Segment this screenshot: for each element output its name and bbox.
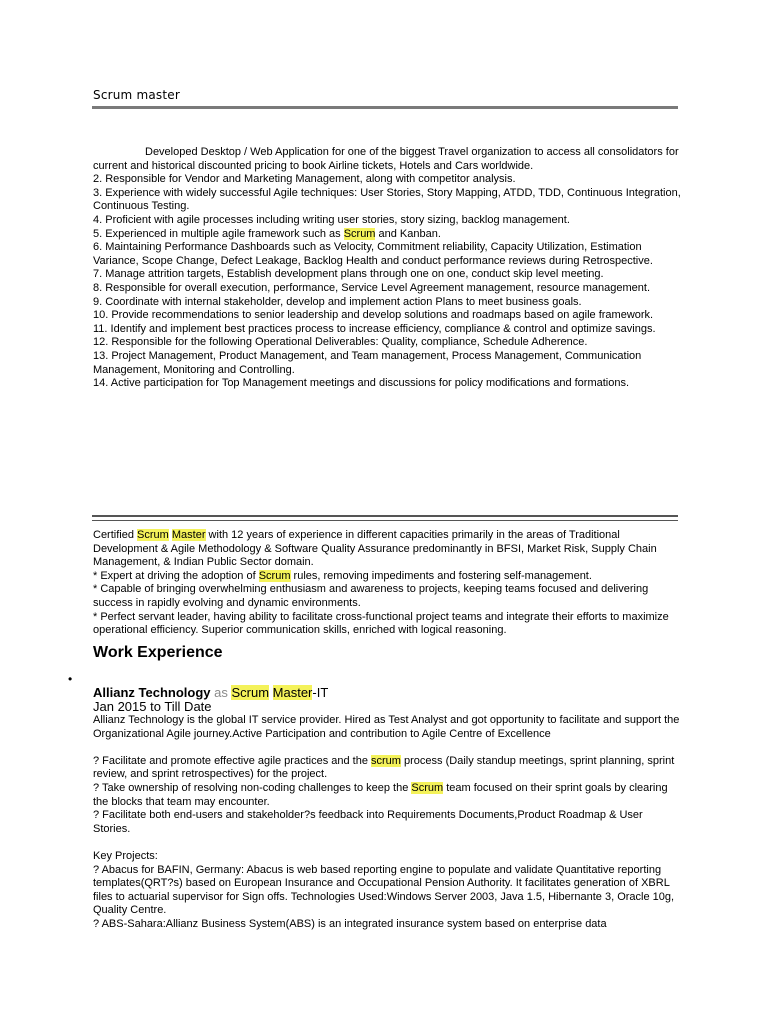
- work-experience-heading: Work Experience: [93, 644, 223, 661]
- summary-block: [93, 146, 683, 391]
- summary-item-3: 3. Experience with widely successful Agile techniques: User Stories, Story Mapping, ATDD, TDD, Continuous Integration, Continuous Testing.: [93, 186, 681, 213]
- job-details: [93, 714, 683, 932]
- profile-bullet-3: * Perfect servant leader, having ability to facilitate cross-functional project teams and integrate their efforts to maximize operational efficiency. Superior communication skills, enriched with logical reasoning.: [93, 610, 669, 637]
- summary-item-7: 7. Manage attrition targets, Establish development plans through one on one, conduct skip level meeting.: [93, 268, 604, 281]
- summary-item-14: 14. Active participation for Top Management meetings and discussions for policy modifications and formations.: [93, 377, 630, 390]
- as-word: as: [210, 685, 232, 700]
- highlight-scrum: Scrum: [137, 529, 169, 541]
- spacer: [93, 741, 683, 755]
- highlight-scrum: Scrum: [411, 781, 444, 794]
- profile-bullet-1-post: rules, removing impediments and fostering self-management.: [290, 569, 592, 582]
- highlight-scrum: scrum: [371, 754, 401, 767]
- highlight-master: Master: [171, 529, 206, 541]
- job-description: Allianz Technology is the global IT service provider. Hired as Test Analyst and got opportunity to facilitate and support the Organizational Agile journey.Active Participation and contribution to Agile Centre of Excellence: [93, 714, 680, 740]
- job-title-line: [93, 685, 328, 700]
- key-project-2: ? ABS-Sahara:Allianz Business System(ABS) is an integrated insurance system based on enterprise data: [93, 917, 607, 930]
- profile-divider: [92, 515, 678, 521]
- responsibility-2: [93, 782, 683, 809]
- summary-item-12: 12. Responsible for the following Operational Deliverables: Quality, compliance, Schedule Adherence.: [93, 336, 588, 349]
- summary-item-11: 11. Identify and implement best practices process to increase efficiency, compliance & control and optimize savings.: [93, 322, 656, 335]
- section-title: Scrum master: [93, 88, 180, 102]
- role-suffix: -IT: [312, 685, 329, 700]
- highlight-master: Master: [272, 685, 313, 700]
- highlight-scrum: Scrum: [231, 685, 270, 700]
- responsibility-1-post: process (Daily standup meetings, sprint planning, sprint review, and sprint retrospectives) for the project.: [93, 754, 675, 781]
- section-divider: [92, 106, 678, 109]
- job-date: Jan 2015 to Till Date: [93, 699, 212, 714]
- profile-bullet-1-pre: * Expert at driving the adoption of: [93, 569, 259, 582]
- summary-item-10: 10. Provide recommendations to senior leadership and develop solutions and roadmaps based on agile framework.: [93, 309, 654, 322]
- key-project-1: ? Abacus for BAFIN, Germany: Abacus is web based reporting engine to populate and validate Quantitative reporting templates(QRT?s) based on European Insurance and Occupational Pension Authority. It facilitates generation of XBRL files to actuarial supervisor for Sign offs. Technologies Used:Windows Server 2003, Java 1.5, Hibernante 3, Oracle 10g, Quality Centre.: [93, 863, 675, 917]
- profile-summary-pre: Certified: [93, 529, 138, 541]
- responsibility-2-post: team focused on their sprint goals by clearing the blocks that team may encounter.: [93, 781, 668, 808]
- highlight-scrum: Scrum: [343, 227, 376, 240]
- summary-item-13: 13. Project Management, Product Management, and Team management, Process Management, Communication Management, Monitoring and Controlling.: [93, 349, 642, 376]
- responsibility-3: ? Facilitate both end-users and stakeholder?s feedback into Requirements Documents,Product Roadmap & User Stories.: [93, 809, 643, 835]
- key-projects-label: Key Projects:: [93, 849, 158, 862]
- profile-summary: [93, 529, 683, 570]
- responsibility-2-pre: ? Take ownership of resolving non-coding challenges to keep the: [93, 781, 412, 794]
- summary-item-6: 6. Maintaining Performance Dashboards such as Velocity, Commitment reliability, Capacity Utilization, Estimation Variance, Scope Change, Defect Leakage, Backlog Health and conduct performance reviews during Retrospective.: [93, 241, 653, 267]
- highlight-scrum: Scrum: [258, 569, 291, 582]
- summary-intro: Developed Desktop / Web Application for one of the biggest Travel organization to access all consolidators for current and historical discounted pricing to book Airline tickets, Hotels and Cars worldwide.: [93, 146, 679, 172]
- profile-summary-post: with 12 years of experience in different capacities primarily in the areas of Traditional Development & Agile Methodology & Software Quality Assurance predominantly in BFSI, Market Risk, Supply Chain Management, & Indian Public Sector domain.: [93, 529, 657, 569]
- profile-bullet-2: * Capable of bringing overwhelming enthusiasm and awareness to projects, keeping teams focused and delivering success in rapidly evolving and dynamic environments.: [93, 583, 649, 609]
- summary-item-5-post: and Kanban.: [375, 227, 441, 240]
- company-name: Allianz Technology: [93, 685, 211, 700]
- profile-bullet-1: [93, 570, 683, 584]
- responsibility-1-pre: ? Facilitate and promote effective agile practices and the: [93, 754, 372, 767]
- summary-item-5: [93, 228, 683, 242]
- summary-item-2: 2. Responsible for Vendor and Marketing Management, along with competitor analysis.: [93, 173, 516, 186]
- summary-item-9: 9. Coordinate with internal stakeholder, develop and implement action Plans to meet business goals.: [93, 295, 582, 308]
- bullet-marker: •: [68, 672, 73, 686]
- summary-item-4: 4. Proficient with agile processes including writing user stories, story sizing, backlog management.: [93, 213, 570, 226]
- spacer: [93, 836, 683, 850]
- summary-item-5-pre: 5. Experienced in multiple agile framework such as: [93, 227, 344, 240]
- summary-item-8: 8. Responsible for overall execution, performance, Service Level Agreement management, resource management.: [93, 281, 651, 294]
- responsibility-1: [93, 755, 683, 782]
- profile-block: [93, 529, 683, 638]
